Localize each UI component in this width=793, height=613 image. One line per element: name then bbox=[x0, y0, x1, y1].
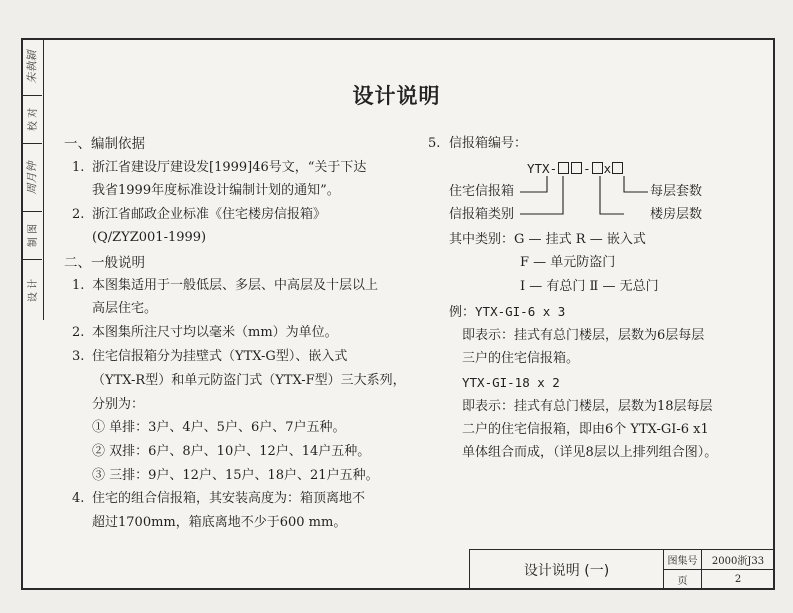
section-1-heading: 一、编制依据 bbox=[64, 136, 145, 152]
example-2-code: YTX-GI-18 x 2 bbox=[462, 375, 560, 390]
code-x: x bbox=[603, 161, 612, 176]
draw-label: 制 图 bbox=[28, 223, 39, 248]
example-1-desc-2: 三户的住宅信报箱。 bbox=[462, 351, 580, 366]
general-1-number: 1. bbox=[72, 278, 85, 293]
page-number: 2 bbox=[734, 574, 742, 585]
item-1-line-1: 浙江省建设厅建设发[1999]46号文，“关于下达 bbox=[92, 160, 367, 175]
general-3-line-1: 住宅信报箱分为挂壁式（YTX-G型）、嵌入式 bbox=[92, 349, 348, 364]
item-5-heading: 信报箱编号： bbox=[449, 136, 528, 151]
general-1-line-1: 本图集适用于一般低层、多层、中高层及十层以上 bbox=[92, 278, 379, 293]
example-2-desc-1: 即表示：挂式有总门楼层，层数为18层每层 bbox=[462, 399, 713, 414]
example-2-desc-2: 二户的住宅信报箱，即由6个 YTX-GI-6 x1 bbox=[462, 422, 709, 437]
general-3-line-3: 分别为： bbox=[92, 397, 145, 412]
signature: 朱執穎 bbox=[25, 50, 39, 83]
general-4-number: 4. bbox=[72, 491, 85, 506]
signature-2: 周月钟 bbox=[25, 161, 39, 194]
atlas-value: 2000浙J33 bbox=[702, 550, 774, 570]
category-line-2: F — 单元防盗门 bbox=[520, 255, 616, 270]
title-block bbox=[469, 549, 775, 590]
general-2-number: 2. bbox=[72, 325, 85, 340]
category-line-3: I — 有总门 Ⅱ — 无总门 bbox=[520, 279, 659, 294]
general-3-option-b: ② 双排：6户、8户、10户、12户、14户五种。 bbox=[92, 444, 371, 459]
general-3-option-c: ③ 三排：9户、12户、15户、18户、21户五种。 bbox=[92, 468, 379, 483]
item-1-line-2: 我省1999年度标准设计编制计划的通知”。 bbox=[92, 183, 340, 198]
review-label: 校 对 bbox=[28, 107, 39, 132]
code-dash: - bbox=[583, 161, 591, 176]
design-label: 设 计 bbox=[28, 278, 39, 302]
item-2-line-1: 浙江省邮政企业标准《住宅楼房信报箱》 bbox=[92, 207, 327, 222]
label-sets: 每层套数 bbox=[650, 184, 703, 199]
label-house: 住宅信报箱 bbox=[449, 184, 515, 199]
item-1-number: 1. bbox=[72, 160, 85, 175]
item-2-number: 2. bbox=[72, 207, 85, 222]
example-label: 例： bbox=[449, 305, 476, 320]
page-label: 页 bbox=[664, 570, 702, 589]
sheet-name: 设计说明 (一) bbox=[470, 550, 664, 589]
label-type: 信报箱类别 bbox=[449, 207, 515, 222]
label-floors: 楼房层数 bbox=[650, 207, 703, 222]
general-3-line-2: （YTX-R型）和单元防盗门式（YTX-F型）三大系列， bbox=[92, 373, 406, 388]
example-1-desc-1: 即表示：挂式有总门楼层，层数为6层每层 bbox=[462, 328, 705, 343]
general-4-line-1: 住宅的组合信报箱，其安装高度为：箱顶离地不 bbox=[92, 491, 366, 506]
example-1-code: YTX-GI-6 x 3 bbox=[475, 304, 566, 319]
general-3-number: 3. bbox=[72, 349, 85, 364]
category-line-1: 其中类别：G — 挂式 R — 嵌入式 bbox=[449, 232, 646, 247]
general-1-line-2: 高层住宅。 bbox=[92, 301, 158, 316]
page-title: 设计说明 bbox=[352, 84, 441, 108]
general-2-line-1: 本图集所注尺寸均以毫米（mm）为单位。 bbox=[92, 325, 338, 340]
example-2-desc-3: 单体组合而成，（详见8层以上排列组合图）。 bbox=[462, 445, 718, 460]
example-line bbox=[449, 303, 565, 322]
item-5-number: 5. bbox=[428, 136, 441, 151]
general-3-option-a: ① 单排：3户、4户、5户、6户、7户五种。 bbox=[92, 420, 346, 435]
code-prefix: YTX- bbox=[527, 161, 558, 176]
atlas-label: 图集号 bbox=[664, 550, 702, 570]
general-4-line-2: 超过1700mm，箱底离地不少于600 mm。 bbox=[92, 515, 347, 530]
item-2-line-2: (Q/ZYZ001-1999) bbox=[92, 230, 207, 245]
section-2-heading: 二、一般说明 bbox=[64, 255, 145, 271]
